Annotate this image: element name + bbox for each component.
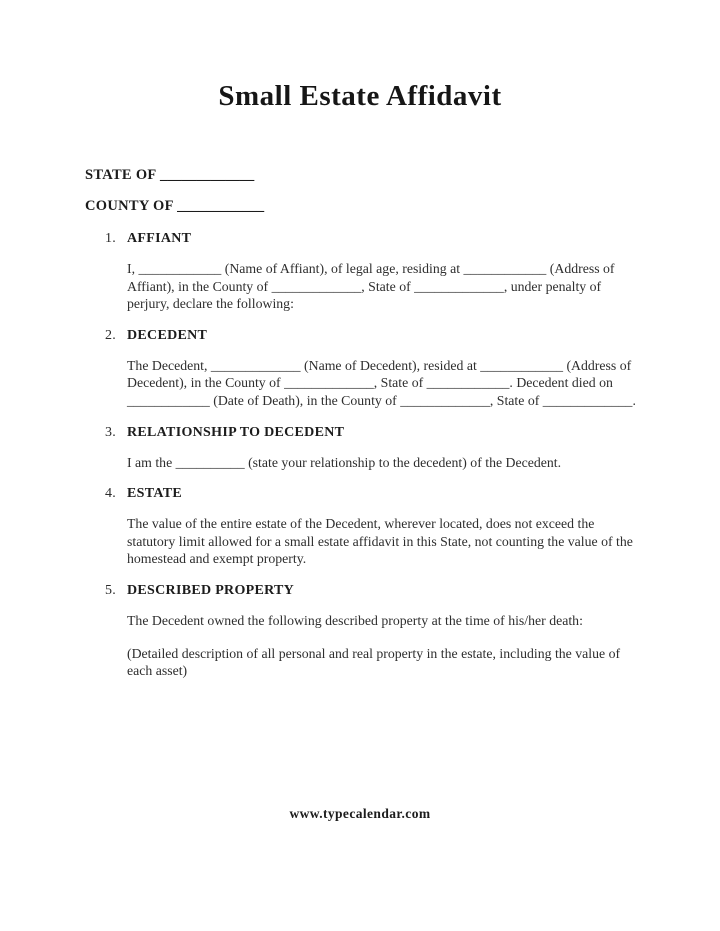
section-heading-row	[105, 486, 640, 502]
state-of-label: STATE OF	[85, 167, 157, 183]
sections-list	[105, 231, 640, 680]
section-body	[127, 612, 638, 680]
section-described-property	[105, 583, 640, 680]
section-heading-row	[105, 425, 640, 441]
section-relationship-to-decedent	[105, 425, 640, 472]
section-affiant	[105, 231, 640, 313]
section-body	[127, 357, 638, 410]
section-heading: DESCRIBED PROPERTY	[127, 582, 295, 598]
section-decedent	[105, 328, 640, 410]
section-paragraph: The value of the entire estate of the Decedent, wherever located, does not exceed the statutory limit allowed for a small estate affidavit in this State, not counting the value of the homestead and exempt property.	[127, 516, 633, 567]
section-paragraph: The Decedent owned the following described property at the time of his/her death:	[127, 612, 583, 628]
section-paragraph: (Detailed description of all personal and real property in the estate, including the value of each asset)	[127, 645, 621, 679]
state-blank-field: _____________	[159, 167, 255, 183]
section-number: 5.	[105, 582, 117, 598]
section-number: 3.	[105, 424, 117, 440]
section-paragraph: I, ____________ (Name of Affiant), of legal age, residing at ____________ (Address of Affiant), in the County of _____________, State of _____________, under penalty of perjury, declare the following:	[127, 261, 615, 312]
section-heading-row	[105, 328, 640, 344]
section-heading: AFFIANT	[127, 231, 192, 246]
section-heading: ESTATE	[127, 486, 182, 502]
county-of-label: COUNTY OF	[85, 198, 174, 214]
county-blank-field: ____________	[177, 198, 265, 214]
section-number: 1.	[105, 231, 117, 246]
state-of-line	[85, 167, 720, 184]
section-estate	[105, 486, 640, 568]
section-paragraph: The Decedent, _____________ (Name of Decedent), resided at ____________ (Address of Decedent), in the County of _____________, State of ____________. Decedent died on ____________ (Date of Death), in the County of _____________, State of _____________.	[127, 357, 636, 408]
footer-website-url: www.typecalendar.com	[289, 806, 431, 821]
section-number: 2.	[105, 327, 117, 343]
section-paragraph: I am the __________ (state your relationship to the decedent) of the Decedent.	[127, 454, 562, 470]
section-number: 4.	[105, 486, 117, 502]
section-heading: RELATIONSHIP TO DECEDENT	[127, 424, 345, 440]
section-body	[127, 454, 638, 472]
section-body	[127, 260, 638, 313]
section-heading: DECEDENT	[127, 327, 208, 343]
section-heading-row	[105, 583, 640, 599]
section-body	[127, 515, 638, 568]
county-of-line	[85, 198, 720, 215]
section-heading-row	[105, 231, 640, 247]
caption-block	[85, 167, 720, 215]
page-title: Small Estate Affidavit	[218, 80, 502, 112]
